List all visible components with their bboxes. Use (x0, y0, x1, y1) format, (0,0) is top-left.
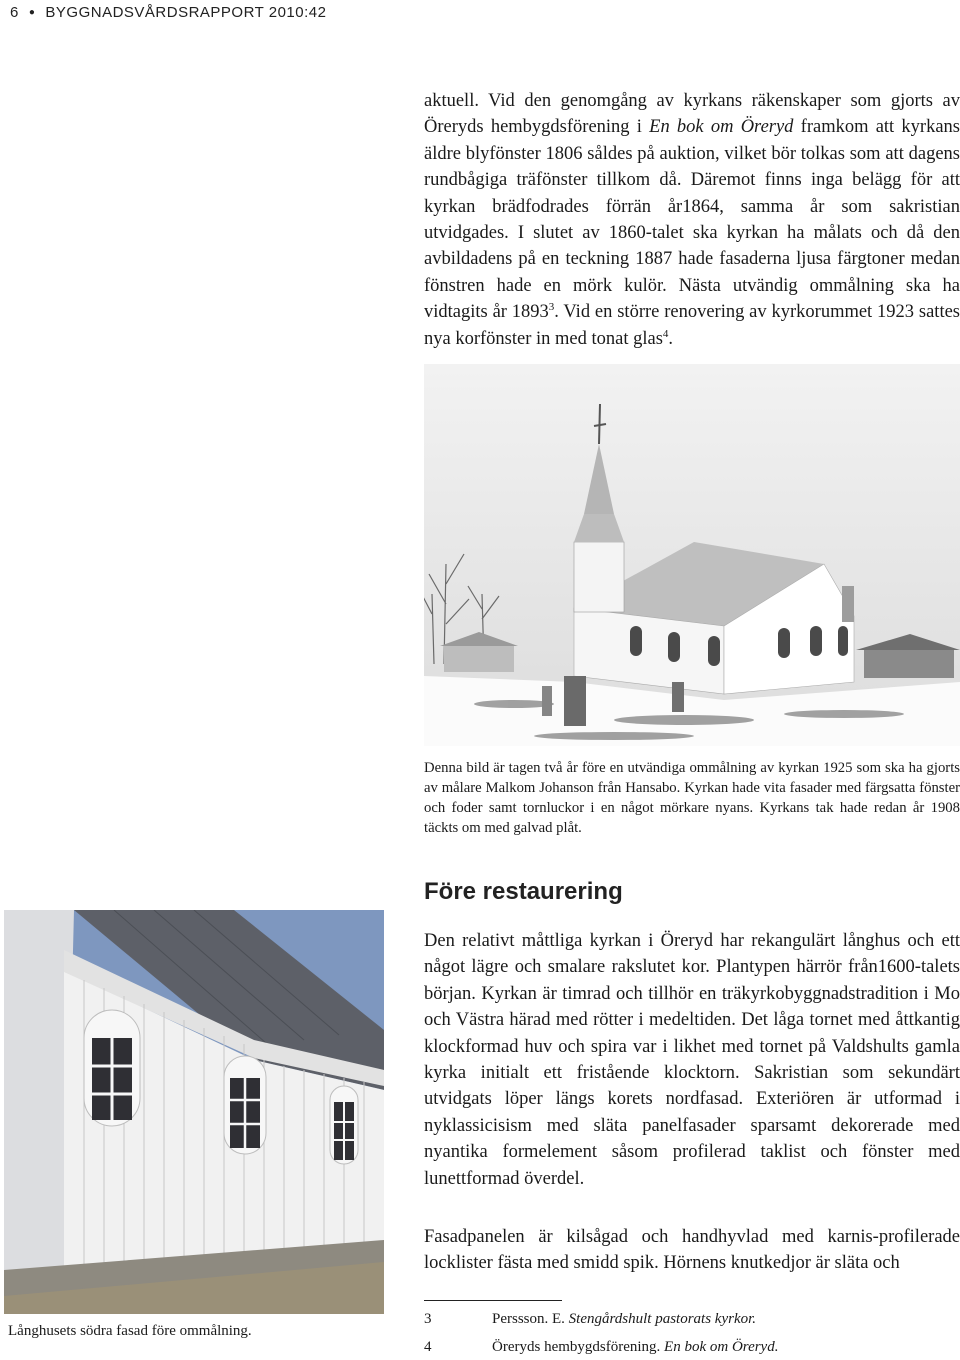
footnote-text: Öreryds hembygdsförening. (492, 1339, 665, 1355)
body-paragraph-1: Den relativt måttliga kyrkan i Öreryd har rekangulärt långhus och ett något lägre och smalare rakslutet kor. Plantypen härrör från1600-talets början. Kyrkan är timrad och tillhör en träkyrkobyggnadstradition i Mo och Västra härad med rötter i medeltiden. Det låga tornet med åttkantig klockformad huv och spira var i likhet med tornet på Valdshults gamla kyrka initialt ett fristående klocktorn. Sakristian som sekundärt utvidgats löper längs korets nordfasad. Exteriören är utformad i nyklassicisism med släta panelfasader sparsamt dekorerade med nyantika formelement såsom profilerad taklist och fönster med lunettformad överdel. (424, 931, 960, 1189)
footnote-4 (424, 1337, 778, 1357)
footnote-title: Stengårdshult pastorats kyrkor. (568, 1311, 757, 1327)
bullet-icon: ● (28, 6, 36, 18)
footnote-ref-3[interactable]: 3 (548, 301, 555, 314)
running-title: BYGGNADSVÅRDSRAPPORT 2010:42 (45, 3, 327, 21)
facade-photo-illustration (4, 910, 384, 1314)
body-paragraph-2: Fasadpanelen är kilsågad och handhyvlad med karnis-profilerade locklister fästa med smidd spik. Hörnens knutkedjor är släta och (424, 1227, 960, 1274)
footnote-divider (424, 1300, 562, 1301)
page-number: 6 (10, 3, 19, 21)
section-heading: Före restaurering (424, 878, 623, 905)
intro-text-2: framkom att kyrkans äldre blyfönster 1806 såldes på auktion, vilket bör tolkas som att dagens rundbågiga träfönster tillkom då. Däremot finns inga belägg för att kyrkan brädfodrades förrän år1864, samma år som sakristian utvidgades. I slutet av 1860-talet ska kyrkan ha målats och då den avbildadens på en teckning 1887 hade fasaderna ljusa färgtoner medan fönstren hade en mörk kulör. Nästa utvändig ommålning ska ha vidtagits år 1893 (424, 117, 960, 323)
footnote-text: Perssson. E. (492, 1311, 569, 1327)
facade-caption: Långhusets södra fasad före ommålning. (8, 1323, 252, 1339)
church-photo-illustration (424, 364, 960, 746)
book-title: En bok om Öreryd (649, 117, 794, 138)
church-photo (424, 364, 960, 746)
running-header (10, 0, 326, 24)
footnote-ref-4[interactable]: 4 (662, 327, 669, 340)
intro-text-4: . (668, 328, 674, 349)
intro-text-1: aktuell. Vid den genomgång av kyrkans räkenskaper som gjorts av Öreryds hembygdsförening i (424, 91, 960, 138)
footnote-3 (424, 1309, 756, 1329)
intro-text-3: . Vid en större renovering av kyrkorummet 1923 sattes nya korfönster in med tonat glas (424, 302, 960, 349)
intro-paragraph (424, 88, 960, 352)
footnote-number: 4 (424, 1339, 432, 1355)
footnote-number: 3 (424, 1311, 432, 1327)
facade-photo (4, 910, 384, 1314)
photo-caption: Denna bild är tagen två år före en utvändiga ommålning av kyrkan 1925 som ska ha gjorts av målare Malkom Johanson från Hansabo. Kyrkan hade vita fasader med färgsatta fönster och foder samt tornluckor i en något mörkare nyans. Kyrkans tak hade redan år 1908 täckts om med galvad plåt. (424, 760, 960, 836)
footnote-title: En bok om Öreryd. (664, 1339, 779, 1355)
